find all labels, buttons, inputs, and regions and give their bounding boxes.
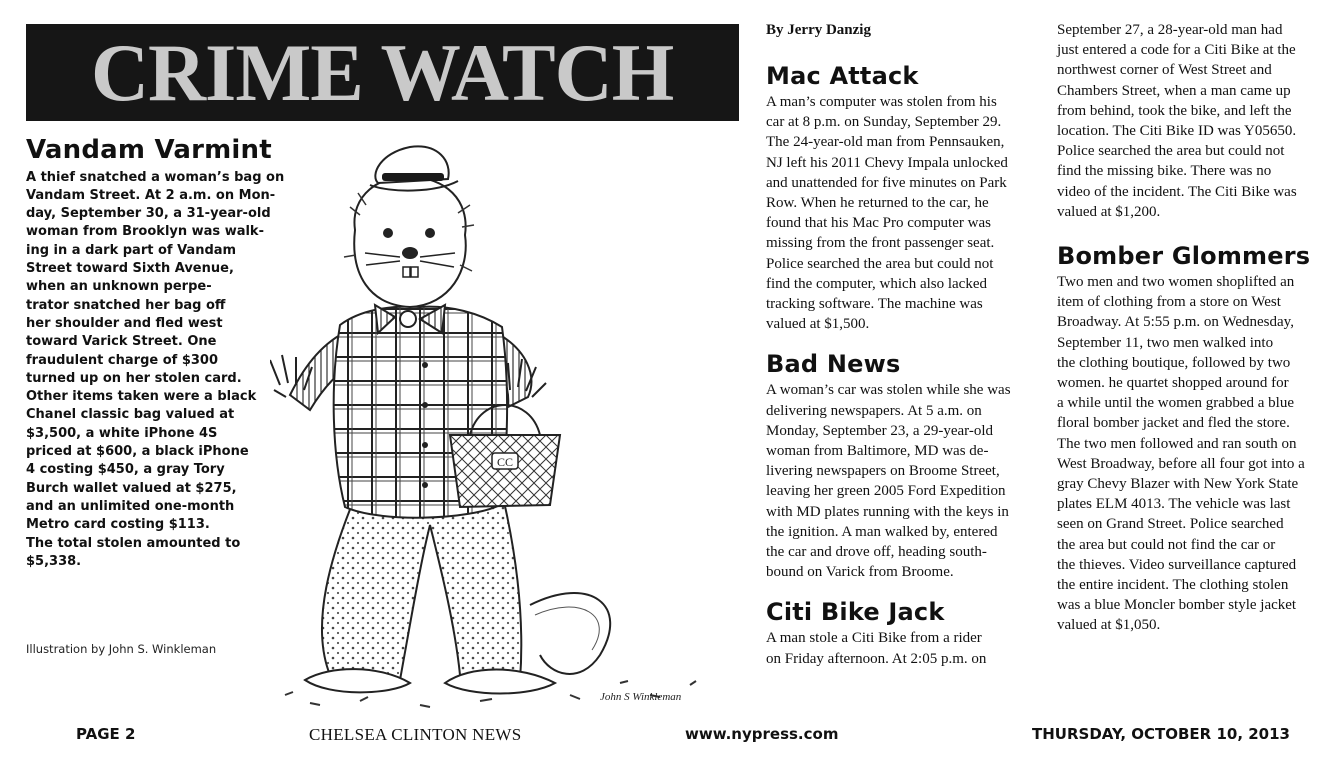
- lead-body-line: her shoulder and fled west: [26, 315, 223, 331]
- story-headline: Bad News: [766, 350, 901, 379]
- story-headline: Citi Bike Jack: [766, 598, 945, 627]
- story-body-line: Police searched the area but could not: [766, 255, 994, 272]
- story-body-line: a while until the women grabbed a blue: [1057, 395, 1295, 412]
- story-body-line: leaving her green 2005 Ford Expedition: [766, 483, 1006, 500]
- story-body-line: and unattended for five minutes on Park: [766, 174, 1007, 191]
- story-body-line: The two men followed and ran south on: [1057, 435, 1297, 452]
- story-body-line: A man stole a Citi Bike from a rider: [766, 630, 982, 647]
- lead-body-line: toward Varick Street. One: [26, 334, 217, 350]
- story-body-line: find the missing bike. There was no: [1057, 163, 1272, 180]
- lead-body-line: 4 costing $450, a gray Tory: [26, 462, 225, 478]
- story-body-line: Broadway. At 5:55 p.m. on Wednesday,: [1057, 314, 1294, 331]
- lead-body-line: ing in a dark part of Vandam: [26, 242, 237, 258]
- lead-body-line: Burch wallet valued at $275,: [26, 480, 237, 496]
- story-body-line: missing from the front passenger seat.: [766, 235, 995, 252]
- story-article: [1057, 240, 1332, 636]
- footer-paper-name: CHELSEA CLINTON NEWS: [309, 725, 522, 744]
- masthead-title: CRIME WATCH: [91, 26, 674, 118]
- story-body-line: Monday, September 23, a 29-year-old: [766, 422, 993, 439]
- story-body-line: Row. When he returned to the car, he: [766, 195, 989, 212]
- middle-stories: [766, 60, 1041, 669]
- lead-body-line: priced at $600, a black iPhone: [26, 444, 249, 460]
- story-body-line: location. The Citi Bike ID was Y05650.: [1057, 123, 1297, 140]
- story-body-line: gray Chevy Blazer with New York State: [1057, 476, 1299, 493]
- story-headline: Mac Attack: [766, 62, 919, 90]
- column-middle: [766, 20, 1041, 683]
- story-body-line: car at 8 p.m. on Sunday, September 29.: [766, 114, 1002, 131]
- story-article: [766, 348, 1041, 582]
- story-body-line: valued at $1,050.: [1057, 617, 1161, 634]
- story-body-line: item of clothing from a store on West: [1057, 294, 1281, 311]
- story-body-line: woman from Baltimore, MD was de-: [766, 443, 989, 460]
- story-body-line: Police searched the area but could not: [1057, 143, 1285, 160]
- story-article: [1057, 20, 1332, 222]
- lead-body-line: Chanel classic bag valued at: [26, 407, 235, 423]
- lead-story: [26, 136, 296, 571]
- masthead-banner: [26, 24, 739, 121]
- lead-body-line: fraudulent charge of $300: [26, 352, 219, 368]
- story-body-line: northwest corner of West Street and: [1057, 62, 1272, 79]
- story-body-line: NJ left his 2011 Chevy Impala unlocked: [766, 154, 1008, 171]
- story-article: [766, 60, 1041, 334]
- story-body-line: delivering newspapers. At 5 a.m. on: [766, 402, 982, 419]
- lead-body-line: trator snatched her bag off: [26, 297, 226, 313]
- right-stories: [1057, 20, 1332, 636]
- artist-signature: John S Winkleman: [600, 691, 682, 703]
- lead-body: [26, 169, 296, 572]
- lead-body-line: Vandam Street. At 2 a.m. on Mon-: [26, 187, 276, 203]
- story-body-line: floral bomber jacket and fled the store.: [1057, 415, 1290, 432]
- story-body-line: plates ELM 4013. The vehicle was last: [1057, 496, 1291, 513]
- lead-body-line: Other items taken were a black: [26, 389, 257, 405]
- lead-body-line: $5,338.: [26, 553, 82, 569]
- story-body-line: women. he quartet shopped around for: [1057, 375, 1289, 392]
- column-right: [1057, 20, 1332, 648]
- illustration-credit: Illustration by John S. Winkleman: [26, 642, 217, 656]
- story-body-line: with MD plates running with the keys in: [766, 503, 1009, 520]
- lead-headline: Vandam Varmint: [26, 135, 272, 165]
- lead-body-line: A thief snatched a woman’s bag on: [26, 169, 285, 185]
- footer-website-link[interactable]: www.nypress.com: [685, 725, 839, 743]
- illustration-rodent-cartoon: [270, 135, 740, 710]
- story-headline: Bomber Glommers: [1057, 242, 1311, 271]
- story-body-line: just entered a code for a Citi Bike at the: [1057, 42, 1296, 59]
- story-body-line: September 27, a 28-year-old man had: [1057, 22, 1283, 38]
- story-body-line: from behind, took the bike, and left the: [1057, 102, 1292, 119]
- story-body-line: Two men and two women shoplifted an: [1057, 274, 1295, 291]
- story-body-line: September 11, two men walked into: [1057, 334, 1274, 351]
- story-body-line: found that his Mac Pro computer was: [766, 215, 991, 232]
- story-body-line: the car and drove off, heading south-: [766, 544, 987, 561]
- story-body-line: the area but could not find the car or: [1057, 536, 1276, 553]
- story-body-line: The 24-year-old man from Pennsauken,: [766, 134, 1005, 151]
- page-footer: [0, 722, 1344, 750]
- lead-body-line: The total stolen amounted to: [26, 535, 241, 551]
- lead-body-line: turned up on her stolen card.: [26, 370, 242, 386]
- lead-body-line: when an unknown perpe-: [26, 279, 212, 295]
- story-body-line: the clothing boutique, followed by two: [1057, 354, 1291, 371]
- story-body-line: the entire incident. The clothing stolen: [1057, 577, 1289, 594]
- footer-date: THURSDAY, OCTOBER 10, 2013: [1032, 725, 1290, 743]
- story-body-line: bound on Varick from Broome.: [766, 564, 954, 581]
- footer-page-number: PAGE 2: [76, 725, 136, 743]
- lead-body-line: and an unlimited one-month: [26, 498, 235, 514]
- story-body-line: seen on Grand Street. Police searched: [1057, 516, 1284, 533]
- story-body-line: livering newspapers on Broome Street,: [766, 463, 1000, 480]
- story-body-line: the ignition. A man walked by, entered: [766, 523, 998, 540]
- lead-body-line: Metro card costing $113.: [26, 517, 210, 533]
- story-body-line: the thieves. Video surveillance captured: [1057, 556, 1297, 573]
- story-body-line: A man’s computer was stolen from his: [766, 94, 997, 110]
- story-body-line: Chambers Street, when a man came up: [1057, 82, 1291, 99]
- svg-text:CC: CC: [496, 455, 514, 469]
- hat-band: [382, 173, 444, 181]
- story-body-line: A woman’s car was stolen while she was: [766, 382, 1011, 399]
- story-body-line: video of the incident. The Citi Bike was: [1057, 183, 1297, 200]
- story-body-line: valued at $1,500.: [766, 316, 870, 333]
- lead-body-line: $3,500, a white iPhone 4S: [26, 425, 218, 441]
- story-article: [766, 596, 1041, 668]
- story-body-line: find the computer, which also lacked: [766, 275, 987, 292]
- story-body-line: West Broadway, before all four got into a: [1057, 455, 1305, 472]
- story-body-line: tracking software. The machine was: [766, 296, 983, 313]
- story-body-line: on Friday afternoon. At 2:05 p.m. on: [766, 650, 987, 667]
- story-body-line: valued at $1,200.: [1057, 203, 1161, 220]
- story-body-line: was a blue Moncler bomber style jacket: [1057, 597, 1297, 614]
- lead-body-line: Street toward Sixth Avenue,: [26, 261, 234, 277]
- byline: By Jerry Danzig: [766, 22, 871, 38]
- lead-body-line: woman from Brooklyn was walk-: [26, 224, 264, 240]
- lead-body-line: day, September 30, a 31-year-old: [26, 206, 271, 222]
